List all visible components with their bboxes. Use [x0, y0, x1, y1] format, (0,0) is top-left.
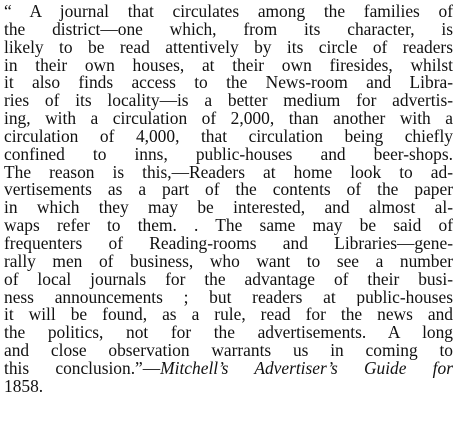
closing-text: this conclusion.”—: [4, 359, 161, 378]
text-line-5: it also finds access to the News-room and Libra-: [4, 74, 453, 93]
year-line: 1858.: [4, 377, 44, 396]
text-line-4: in their own houses, at their own firesides, whilst: [4, 56, 453, 75]
text-line-8: circulation of 4,000, that circulation being chiefly: [4, 127, 453, 146]
text-line-11: vertisements as a part of the contents of the paper: [4, 181, 453, 200]
text-line-1: “ A journal that circulates among the families of: [4, 3, 453, 21]
text-line-3: likely to be read attentively by its circle of readers: [4, 38, 453, 57]
text-line-15: rally men of business, who want to see a number: [4, 252, 453, 271]
text-line-13: waps refer to them. . The same may be said of: [4, 217, 453, 235]
text-line-10: The reason is this,—Readers at home look to ad-: [4, 163, 453, 182]
text-line-9: confined to inns, public-houses and beer-shops.: [4, 145, 453, 164]
text-line-19: the politics, not for the advertisements. A long: [4, 324, 453, 343]
text-line-17: ness announcements ; but readers at public-houses: [4, 288, 453, 307]
closing-line: [4, 360, 453, 378]
text-line-14: frequenters of Reading-rooms and Libraries—gene-: [4, 234, 453, 253]
text-line-16: of local journals for the advantage of their busi-: [4, 270, 453, 289]
text-line-20: and close observation warrants us in coming to: [4, 342, 453, 360]
text-line-2: the district—one which, from its character, is: [4, 20, 453, 39]
text-line-12: in which they may be interested, and almost al-: [4, 199, 453, 218]
text-line-6: ries of its locality—is a better medium for advertis-: [4, 92, 453, 111]
text-line-7: ing, with a circulation of 2,000, than another with a: [4, 110, 453, 128]
source-citation: Mitchell’s Advertiser’s Guide for: [160, 359, 453, 378]
text-line-18: it will be found, as a rule, read for the news and: [4, 306, 453, 325]
